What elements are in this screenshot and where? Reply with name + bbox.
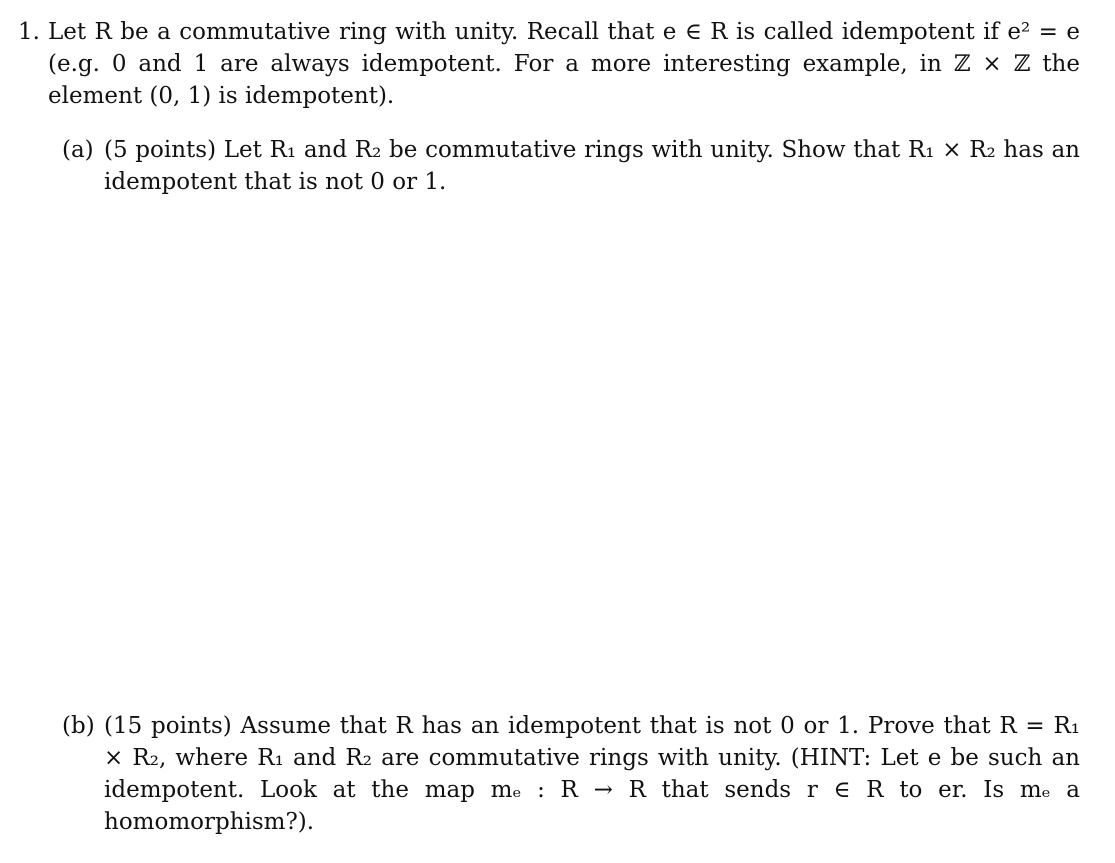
part-a [62,134,1080,198]
part-b-statement: (15 points) Assume that R has an idempotent that is not 0 or 1. Prove that R = R₁ × R₂, where R₁ and R₂ are commutative rings with unity. (HINT: Let e be such an idempotent. Look at the map mₑ : R → R that sends r ∈ R to er. Is mₑ a homomorphism?). [104,713,1080,835]
part-b-answer-space [62,810,1080,850]
problem-1 [18,16,1080,112]
problem-number: 1. [18,19,40,45]
problem-statement: Let R be a commutative ring with unity. Recall that e ∈ R is called idempotent if e² = e (e.g. 0 and 1 are always idempotent. For a more interesting example, in ℤ × ℤ the element (0, 1) is idempotent). [48,19,1080,109]
part-b-label: (b) [62,713,95,739]
part-a-answer-space [62,210,1080,690]
part-a-label: (a) [62,137,94,163]
part-a-statement: (5 points) Let R₁ and R₂ be commutative rings with unity. Show that R₁ × R₂ has an idempotent that is not 0 or 1. [104,137,1080,195]
